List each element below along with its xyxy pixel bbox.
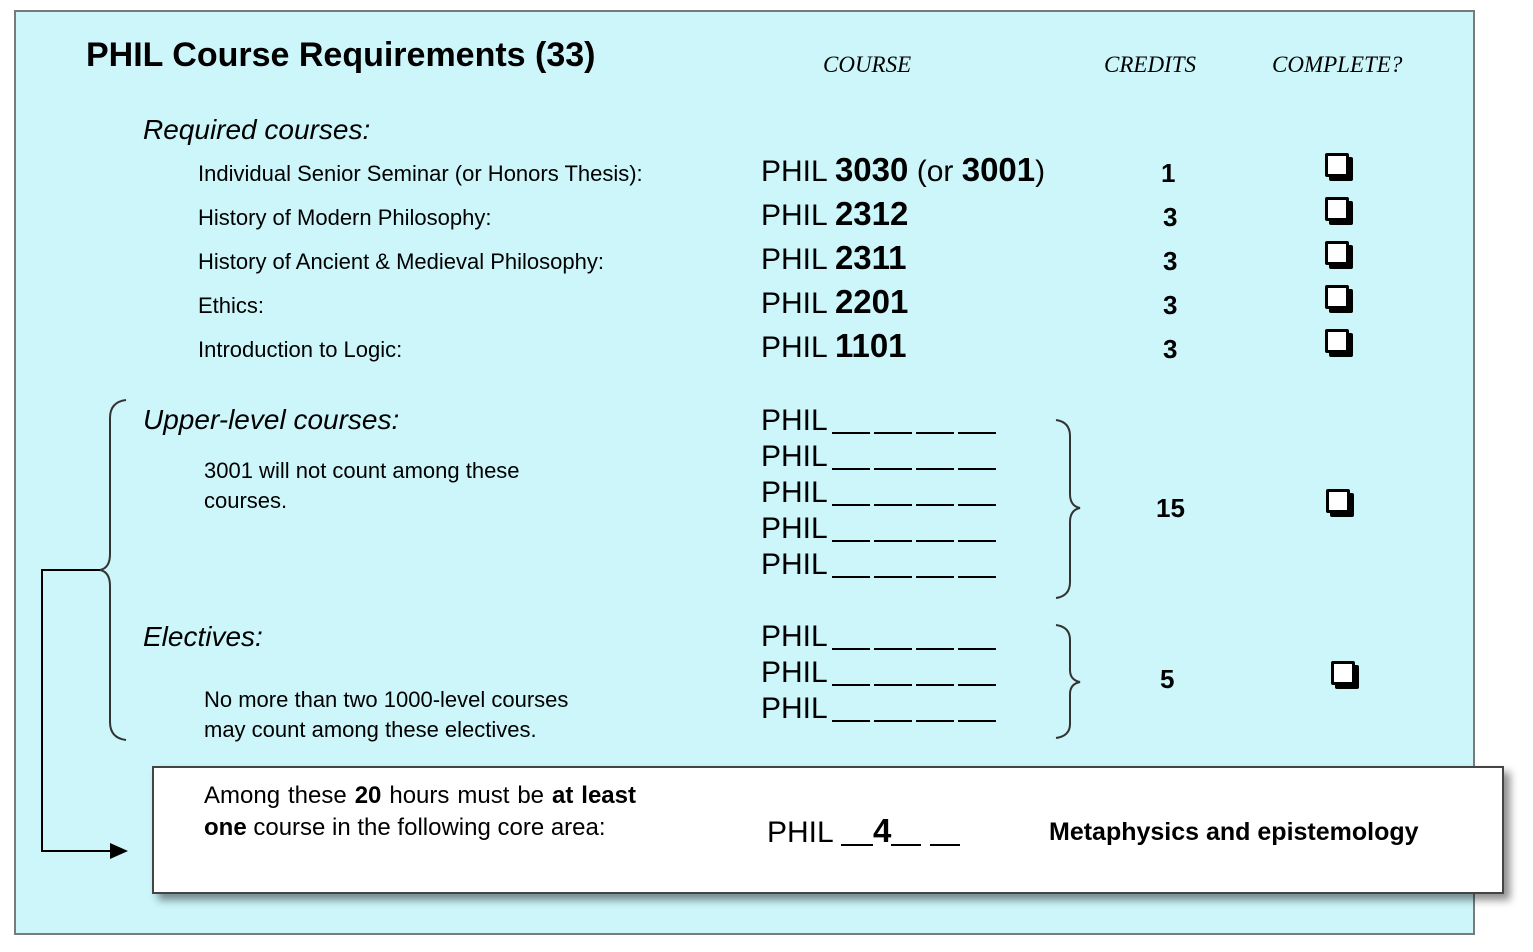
upper-course-slot[interactable]: PHIL bbox=[761, 440, 996, 474]
required-row-credits: 3 bbox=[1163, 334, 1178, 364]
arrow-connector bbox=[42, 570, 118, 851]
required-row-credits: 1 bbox=[1161, 158, 1176, 188]
elective-course-slot[interactable]: PHIL bbox=[761, 620, 996, 654]
arrow-head-icon bbox=[110, 843, 128, 859]
upper-level-heading: Upper-level courses: bbox=[143, 404, 400, 435]
column-header-credits: CREDITS bbox=[1104, 52, 1196, 77]
upper-course-slot[interactable]: PHIL bbox=[761, 512, 996, 546]
upper-level-note: 3001 will not count among these courses. bbox=[204, 458, 520, 513]
core-course-slot[interactable]: PHIL 4 bbox=[767, 812, 960, 850]
electives-curly-brace bbox=[1056, 625, 1080, 738]
upper-course-slot[interactable]: PHIL bbox=[761, 404, 996, 438]
column-header-course: COURSE bbox=[823, 52, 912, 77]
elective-course-slot[interactable]: PHIL bbox=[761, 656, 996, 690]
core-area-name: Metaphysics and epistemology bbox=[1049, 818, 1419, 846]
upper-course-slot[interactable]: PHIL bbox=[761, 476, 996, 510]
page-title: PHIL Course Requirements (33) bbox=[86, 36, 596, 74]
elective-course-slot[interactable]: PHIL bbox=[761, 692, 996, 726]
required-row-label: History of Ancient & Medieval Philosophy: bbox=[198, 249, 604, 274]
required-row-credits: 3 bbox=[1163, 246, 1178, 276]
required-row-label: Individual Senior Seminar (or Honors Thesis): bbox=[198, 161, 643, 186]
upper-course-slot[interactable]: PHIL bbox=[761, 548, 996, 582]
column-header-complete: COMPLETE? bbox=[1272, 52, 1403, 77]
required-row-credits: 3 bbox=[1163, 202, 1178, 232]
required-row-course: PHIL 2201 bbox=[761, 283, 909, 320]
upper-curly-brace bbox=[1056, 420, 1080, 598]
electives-credits: 5 bbox=[1160, 664, 1175, 694]
required-row-course: PHIL 3030 (or 3001) bbox=[761, 151, 1046, 188]
electives-note: No more than two 1000-level courses may count among these electives. bbox=[204, 687, 569, 742]
required-row-course: PHIL 1101 bbox=[761, 327, 907, 364]
required-courses-heading: Required courses: bbox=[143, 114, 371, 145]
required-row-course: PHIL 2311 bbox=[761, 239, 907, 276]
electives-heading: Electives: bbox=[143, 621, 263, 652]
left-curly-brace bbox=[100, 400, 126, 740]
required-row-label: History of Modern Philosophy: bbox=[198, 205, 492, 230]
required-row-label: Introduction to Logic: bbox=[198, 337, 403, 362]
required-row-label: Ethics: bbox=[198, 293, 265, 318]
required-row-course: PHIL 2312 bbox=[761, 195, 909, 232]
core-area-instructions: Among these 20 hours must be at least one course in the following core area: bbox=[204, 782, 636, 841]
upper-level-credits: 15 bbox=[1156, 493, 1185, 523]
required-row-credits: 3 bbox=[1163, 290, 1178, 320]
